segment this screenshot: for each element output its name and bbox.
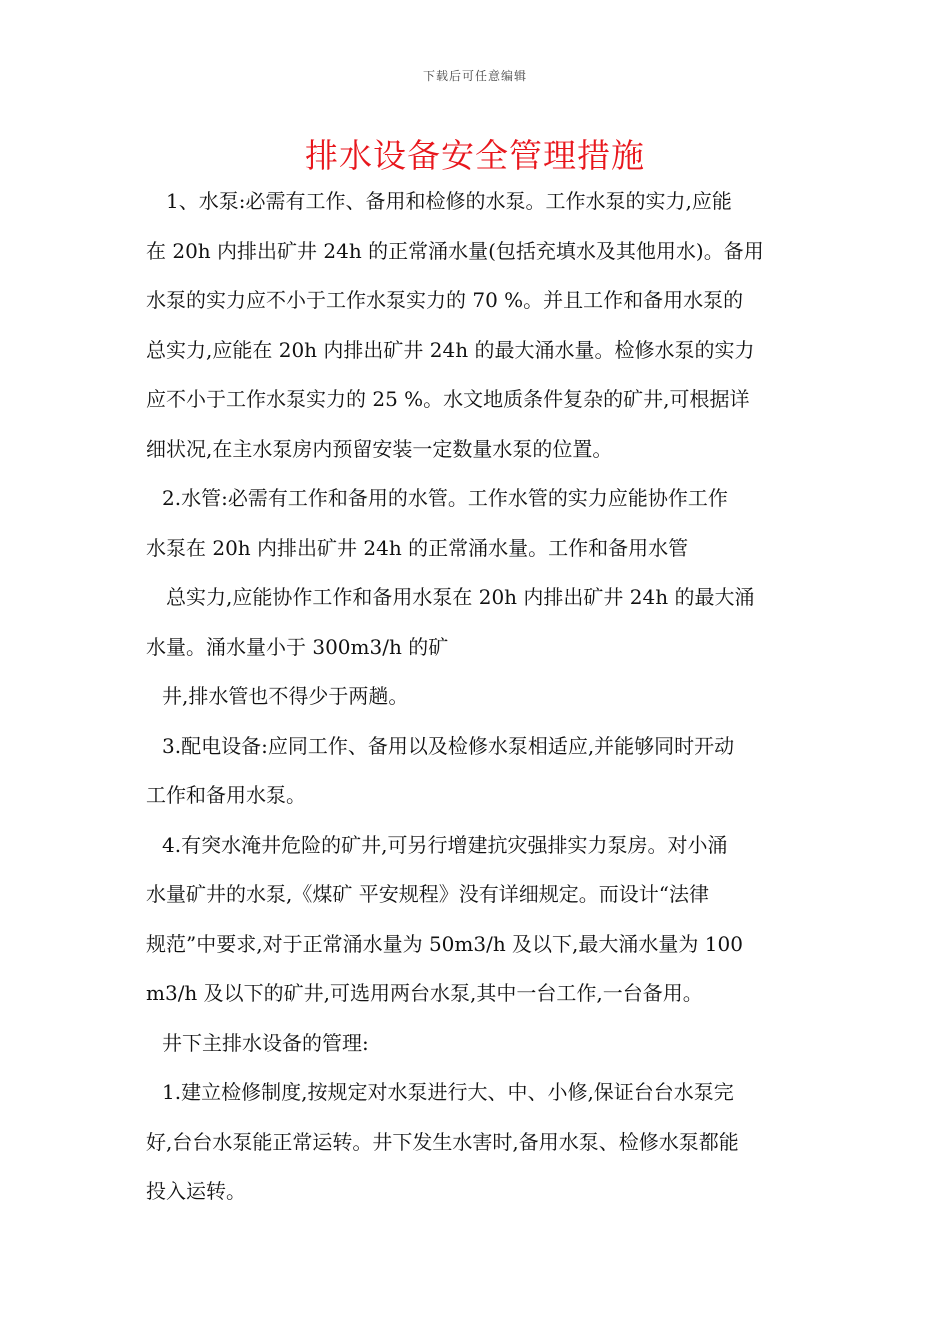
paragraph-line: 1.建立检修制度,按规定对水泵进行大、中、小修,保证台台水泵完 [162, 1080, 734, 1104]
paragraph-line: 总实力,应能协作工作和备用水泵在 20h 内排出矿井 24h 的最大涌 [166, 585, 755, 609]
paragraph-line: m3/h 及以下的矿井,可选用两台水泵,其中一台工作,一台备用。 [146, 981, 703, 1005]
paragraph-line: 规范”中要求,对于正常涌水量为 50m3/h 及以下,最大涌水量为 100 [146, 931, 743, 956]
document-body [146, 177, 810, 1217]
paragraph-line: 投入运转。 [146, 1179, 246, 1203]
paragraph-line: 水泵在 20h 内排出矿井 24h 的正常涌水量。工作和备用水管 [146, 535, 689, 560]
paragraph-line: 总实力,应能在 20h 内排出矿井 24h 的最大涌水量。检修水泵的实力 [146, 337, 755, 362]
paragraph-line: 1、水泵:必需有工作、备用和检修的水泵。工作水泵的实力,应能 [166, 189, 732, 213]
paragraph-line: 工作和备用水泵。 [146, 783, 306, 807]
paragraph-line: 应不小于工作水泵实力的 25 %。水文地质条件复杂的矿井,可根据详 [146, 387, 750, 411]
paragraph-line: 井下主排水设备的管理: [162, 1030, 369, 1055]
paragraph-line: 4.有突水淹井危险的矿井,可另行增建抗灾强排实力泵房。对小涌 [162, 832, 728, 857]
paragraph-line: 水量。涌水量小于 300m3/h 的矿 [146, 634, 449, 659]
paragraph-line: 在 20h 内排出矿井 24h 的正常涌水量(包括充填水及其他用水)。备用 [146, 238, 764, 263]
paragraph-line: 细状况,在主水泵房内预留安装一定数量水泵的位置。 [146, 436, 613, 461]
paragraph-line: 水量矿井的水泵,《煤矿 平安规程》没有详细规定。而设计“法律 [146, 882, 709, 906]
paragraph-line: 水泵的实力应不小于工作水泵实力的 70 %。并且工作和备用水泵的 [146, 288, 744, 312]
paragraph-line: 好,台台水泵能正常运转。井下发生水害时,备用水泵、检修水泵都能 [146, 1129, 739, 1154]
paragraph-line: 井,排水管也不得少于两趟。 [162, 684, 409, 708]
paragraph-line: 2.水管:必需有工作和备用的水管。工作水管的实力应能协作工作 [162, 486, 728, 510]
header-note: 下载后可任意编辑 [422, 69, 527, 83]
paragraph-line: 3.配电设备:应同工作、备用以及检修水泵相适应,并能够同时开动 [162, 733, 735, 758]
document-title: 排水设备安全管理措施 [305, 136, 645, 175]
